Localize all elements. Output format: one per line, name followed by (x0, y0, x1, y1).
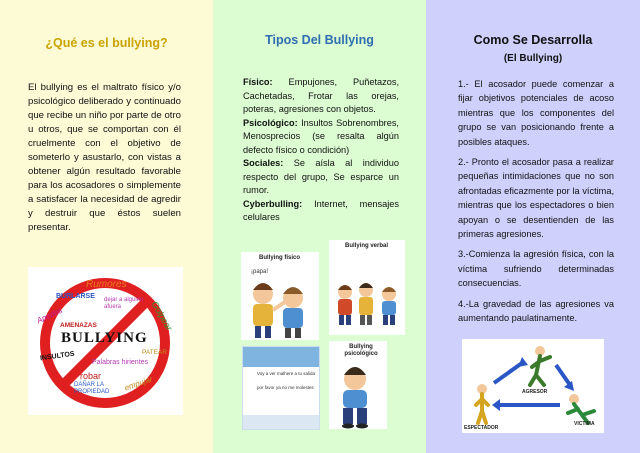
word-danar-propiedad: DAÑAR LA PROPIEDAD (74, 382, 110, 395)
sms-footer (243, 415, 319, 429)
panel3-title: Como Se Desarrolla (473, 33, 593, 47)
label-agresor: AGRESOR (522, 389, 548, 395)
psico-caption: Bullying psicológico (344, 344, 378, 357)
fisico-caption: Bullying físico (259, 255, 301, 261)
word-empujar: empujar (123, 374, 154, 393)
bullying-psicologico-image (329, 341, 387, 429)
sms-line-2: por favor ya no me molestes (257, 385, 314, 390)
panel1-title: ¿Qué es el bullying? (45, 36, 168, 50)
panel-what-is-bullying (0, 0, 213, 453)
step-4: 4.-La gravedad de las agresiones va aumentando paulatinamente. (458, 298, 614, 324)
bullying-center-word: BULLYING (61, 330, 148, 346)
word-insultos: INSULTOS (39, 350, 76, 363)
word-apodos: Apodos (35, 305, 64, 326)
sms-header (243, 347, 319, 367)
type-cyberbulling: Cyberbulling: Internet, mensajes celulares (243, 198, 399, 222)
word-golpear: Golpear (149, 299, 175, 333)
word-rumores: Rumores (86, 279, 127, 290)
step-3: 3.-Comienza la agresión física, con la víctima sufriendo determinadas consecuencias. (458, 249, 614, 289)
bullying-cycle-image (462, 339, 604, 433)
types-list (243, 76, 399, 225)
word-burlarse: BURLARSE (56, 293, 95, 300)
word-patear: PATEAR (142, 349, 168, 356)
type-psicologico: Psicológico: Insultos Sobrenombres, Menosprecios (se resalta algún defecto físico o condición) (243, 117, 399, 155)
word-amenazas: AMENAZAS (60, 322, 97, 329)
bullying-verbal-image (329, 240, 405, 335)
step-1: 1.- El acosador puede comenzar a fijar objetivos potenciales de acoso mientras que los componentes del grupo se van posicionando frente a posibles ataques. (458, 79, 614, 147)
fisico-bubble: ¡papa! (251, 269, 269, 275)
sms-line-1: Voy a ver malhere a tu salida (257, 371, 316, 376)
no-bullying-image (28, 267, 183, 415)
type-fisico: Físico: Empujones, Puñetazos, Cachetadas, Frotar las orejas, poteras, agresiones con objetos. (243, 77, 399, 114)
cyberbullying-sms-image (242, 346, 320, 430)
panel3-subtitle: (El Bullying) (503, 53, 563, 64)
label-victima: VICTIMA (574, 421, 595, 427)
verbal-caption: Bullying verbal (345, 243, 389, 249)
bullying-fisico-image (241, 252, 319, 340)
word-palabras-hirientes: Palabras hirientes (92, 359, 149, 366)
word-dejar-afuera: dejar a alguien afuera (104, 297, 144, 310)
label-espectador: ESPECTADOR (464, 425, 499, 431)
intro-paragraph: El bullying es el maltrato físico y/o psicológico deliberado y continuado que recibe un niño por parte de otro u otros, que se comportan con él cruelmente con el objetivo de someterlo y asustarlo, con vistas a obtener algún resultado favorable para los acosadores o simplemente a satisfacer la necesidad de agredir y destruir que éstos suelen presentar. (28, 82, 181, 233)
word-robar: robar (80, 371, 102, 381)
panel2-title: Tipos Del Bullying (265, 33, 374, 47)
steps-list (458, 77, 614, 332)
step-2: 2.- Pronto el acosador pasa a realizar pequeñas intimidaciones que no son afrontadas eficazmente por la víctima, mientras que los espectadores o bien apoyan o se desentienden de las primeras agresiones. (458, 157, 614, 240)
type-sociales: Sociales: Se aísla al individuo respecto del grupo, Se esparce un rumor. (243, 158, 399, 195)
